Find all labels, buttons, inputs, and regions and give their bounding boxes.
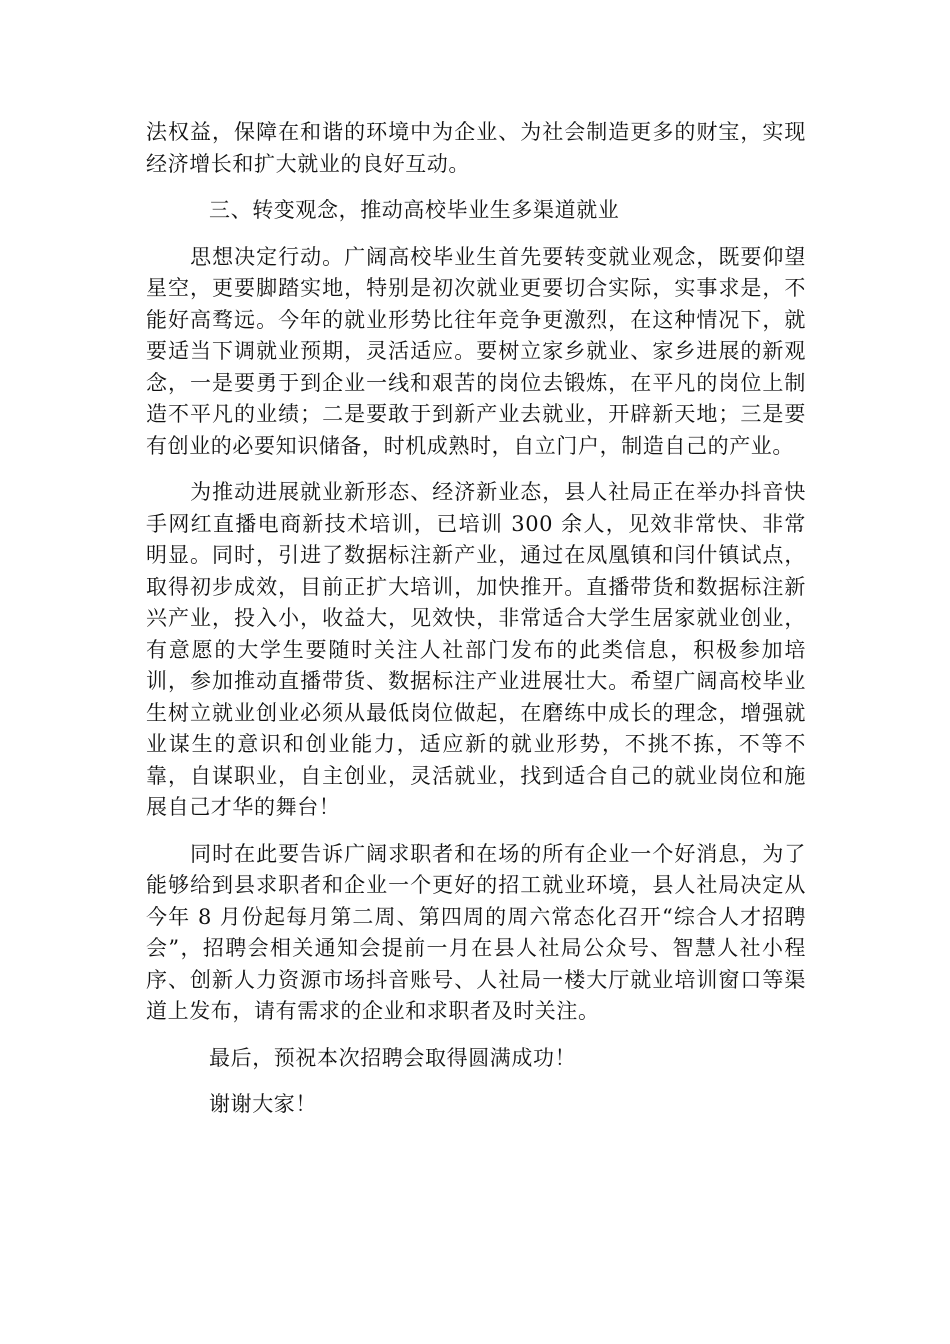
section-heading: 三、转变观念，推动高校毕业生多渠道就业 (209, 198, 620, 222)
continued-paragraph: 法权益，保障在和谐的环境中为企业、为社会制造更多的财宝，实现经济增长和扩大就业的良好互动。 (146, 120, 806, 176)
closing-thanks: 谢谢大家！ (209, 1092, 317, 1116)
closing-wish: 最后，预祝本次招聘会取得圆满成功！ (209, 1045, 577, 1070)
paragraph-job-fair-notice: 同时在此要告诉广阔求职者和在场的所有企业一个好消息，为了能够给到县求职者和企业一个更好的招工就业环境，县人社局决定从今年 8 月份起每月第二周、第四周的周六常态化召开“综合人才招聘会”，招聘会相关通知会提前一月在县人社局公众号、智慧人社小程序、创新人力资源市场抖音账号、人社局一楼大厅就业培训窗口等渠道上发布，请有需求的企业和求职者及时关注。 (146, 841, 806, 1023)
paragraph-employment-concept: 思想决定行动。广阔高校毕业生首先要转变就业观念，既要仰望星空，更要脚踏实地，特别是初次就业更要切合实际，实事求是，不能好高骛远。今年的就业形势比往年竞争更激烈，在这种情况下，就要适当下调就业预期，灵活适应。要树立家乡就业、家乡进展的新观念，一是要勇于到企业一线和艰苦的岗位去锻炼，在平凡的岗位上制造不平凡的业绩；二是要敢于到新产业去就业，开辟新天地；三是要有创业的必要知识储备，时机成熟时，自立门户，制造自己的产业。 (146, 244, 806, 458)
document-body (146, 117, 806, 1136)
paragraph-new-industries: 为推动进展就业新形态、经济新业态，县人社局正在举办抖音快手网红直播电商新技术培训，已培训 300 余人，见效非常快、非常明显。同时，引进了数据标注新产业，通过在凤凰镇和闫什镇试点，取得初步成效，目前正扩大培训，加快推开。直播带货和数据标注新兴产业，投入小，收益大，见效快，非常适合大学生居家就业创业，有意愿的大学生要随时关注人社部门发布的此类信息，积极参加培训，参加推动直播带货、数据标注产业进展壮大。希望广阔高校毕业生树立就业创业必须从最低岗位做起，在磨练中成长的理念，增强就业谋生的意识和创业能力，适应新的就业形势，不挑不拣，不等不靠，自谋职业，自主创业，灵活就业，找到适合自己的就业岗位和施展自己才华的舞台！ (146, 480, 806, 819)
